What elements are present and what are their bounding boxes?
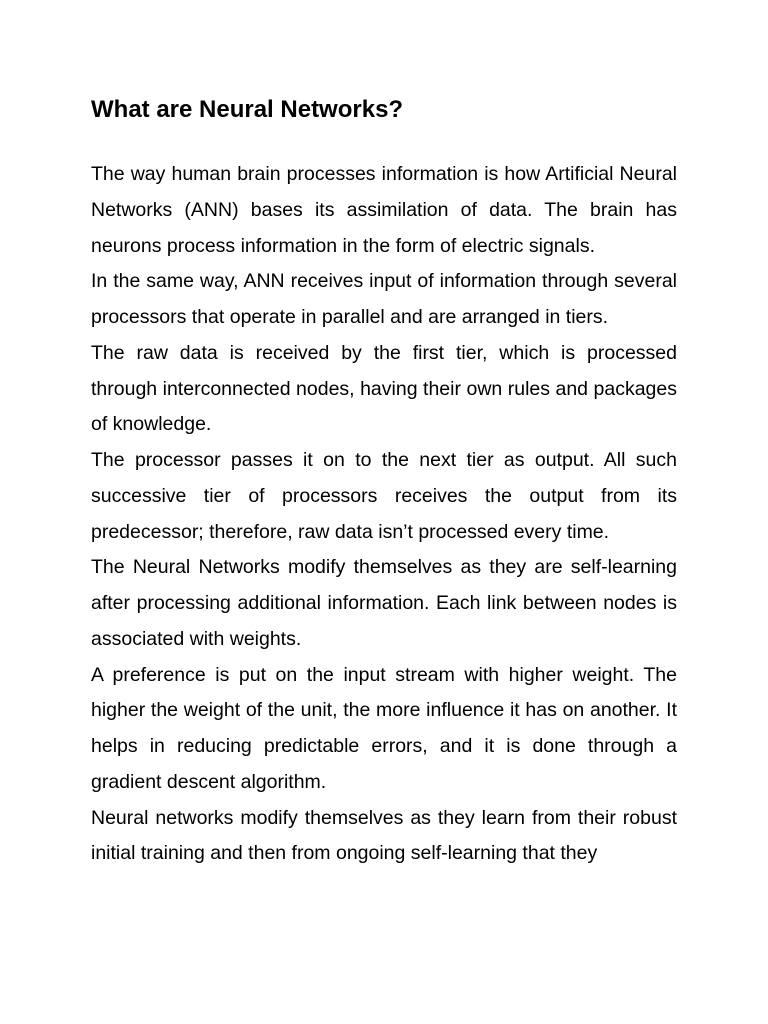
page-title: What are Neural Networks? bbox=[91, 96, 404, 123]
paragraph-5: The Neural Networks modify themselves as they are self-learning after processing additional information. Each link between nodes is associated with weights. bbox=[91, 556, 677, 650]
paragraph-3: The raw data is received by the first tier, which is processed through interconnected nodes, having their own rules and packages of knowledge. bbox=[91, 341, 677, 436]
document-body bbox=[91, 157, 677, 872]
paragraph-2: In the same way, ANN receives input of information through several processors that operate in parallel and are arranged in tiers. bbox=[91, 270, 677, 328]
paragraph-7: Neural networks modify themselves as they learn from their robust initial training and then from ongoing self-learning that they bbox=[91, 806, 677, 865]
paragraph-6: A preference is put on the input stream with higher weight. The higher the weight of the unit, the more influence it has on another. It helps in reducing predictable errors, and it is done through a gradient descent algorithm. bbox=[91, 663, 677, 793]
paragraph-4: The processor passes it on to the next tier as output. All such successive tier of processors receives the output from its predecessor; therefore, raw data isn’t processed every time. bbox=[91, 449, 677, 543]
paragraph-1: The way human brain processes information is how Artificial Neural Networks (ANN) bases its assimilation of data. The brain has neurons process information in the form of electric signals. bbox=[91, 163, 677, 257]
